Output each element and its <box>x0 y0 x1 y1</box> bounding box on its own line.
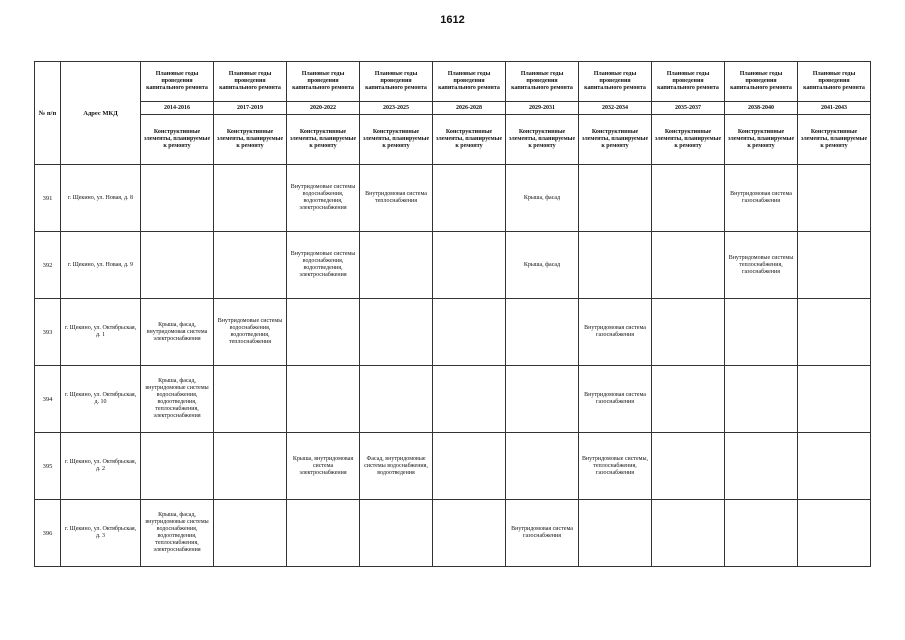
repair-elements-cell <box>360 232 433 299</box>
repair-elements-cell <box>725 299 798 366</box>
period-plan-header: Плановые годы проведения капитального ремонта <box>725 62 798 102</box>
repair-elements-cell: Внутридомовая система теплоснабжения <box>360 165 433 232</box>
period-plan-header: Плановые годы проведения капитального ремонта <box>287 62 360 102</box>
repair-elements-cell <box>725 433 798 500</box>
repair-elements-cell <box>287 500 360 567</box>
period-plan-header: Плановые годы проведения капитального ремонта <box>141 62 214 102</box>
period-elements-header: Конструктивные элементы, планируемые к ремонту <box>579 115 652 165</box>
period-years-header: 2017-2019 <box>214 102 287 115</box>
repair-elements-cell: Внутридомовые системы водоснабжения, водоотведения, теплоснабжения <box>214 299 287 366</box>
period-plan-header: Плановые годы проведения капитального ремонта <box>798 62 871 102</box>
repair-elements-cell <box>798 433 871 500</box>
repair-elements-cell <box>433 500 506 567</box>
row-address: г. Щекино, ул. Новая, д. 9 <box>61 232 141 299</box>
repair-elements-cell <box>433 366 506 433</box>
table-row <box>35 500 871 567</box>
period-elements-header: Конструктивные элементы, планируемые к ремонту <box>652 115 725 165</box>
period-years-header: 2029-2031 <box>506 102 579 115</box>
repair-elements-cell: Крыша, фасад, внутридомовые системы водоснабжения, водоотведения, теплоснабжения, электроснабжения <box>141 500 214 567</box>
row-number: 392 <box>35 232 61 299</box>
repair-elements-cell <box>360 366 433 433</box>
repair-elements-cell <box>506 299 579 366</box>
repair-elements-cell: Внутридомовые системы водоснабжения, водоотведения, электроснабжения <box>287 165 360 232</box>
repair-elements-cell <box>433 433 506 500</box>
period-years-header: 2020-2022 <box>287 102 360 115</box>
repair-elements-cell <box>433 232 506 299</box>
repair-elements-cell <box>652 366 725 433</box>
row-number: 393 <box>35 299 61 366</box>
repair-elements-cell <box>652 232 725 299</box>
repair-elements-cell: Внутридомовая система газоснабжения <box>579 366 652 433</box>
table-row <box>35 299 871 366</box>
repair-elements-cell <box>214 165 287 232</box>
repair-elements-cell: Крыша, внутридомовая система электроснабжения <box>287 433 360 500</box>
period-plan-header: Плановые годы проведения капитального ремонта <box>214 62 287 102</box>
period-plan-header: Плановые годы проведения капитального ремонта <box>506 62 579 102</box>
row-address: г. Щекино, ул. Октябрьская, д. 10 <box>61 366 141 433</box>
period-years-header: 2026-2028 <box>433 102 506 115</box>
repair-elements-cell <box>360 500 433 567</box>
row-number: 396 <box>35 500 61 567</box>
repair-elements-cell <box>214 366 287 433</box>
repair-elements-cell <box>214 433 287 500</box>
page-number: 1612 <box>440 14 465 26</box>
repair-elements-cell <box>652 299 725 366</box>
period-years-header: 2038-2040 <box>725 102 798 115</box>
row-address: г. Щекино, ул. Новая, д. 8 <box>61 165 141 232</box>
row-address: г. Щекино, ул. Октябрьская, д. 2 <box>61 433 141 500</box>
repair-elements-cell <box>798 366 871 433</box>
repair-elements-cell: Внутридомовые системы, теплоснабжения, газоснабжения <box>579 433 652 500</box>
period-elements-header: Конструктивные элементы, планируемые к ремонту <box>798 115 871 165</box>
repair-elements-cell <box>725 366 798 433</box>
repair-elements-cell <box>579 165 652 232</box>
repair-elements-cell <box>652 433 725 500</box>
period-elements-header: Конструктивные элементы, планируемые к ремонту <box>433 115 506 165</box>
repair-elements-cell <box>360 299 433 366</box>
row-number: 394 <box>35 366 61 433</box>
repair-elements-cell <box>579 232 652 299</box>
row-address: г. Щекино, ул. Октябрьская, д. 3 <box>61 500 141 567</box>
period-elements-header: Конструктивные элементы, планируемые к ремонту <box>287 115 360 165</box>
repair-elements-cell: Фасад, внутридомовые системы водоснабжения, водоотведения <box>360 433 433 500</box>
repair-elements-cell <box>798 299 871 366</box>
table-row <box>35 366 871 433</box>
period-years-header: 2032-2034 <box>579 102 652 115</box>
period-elements-header: Конструктивные элементы, планируемые к ремонту <box>214 115 287 165</box>
repair-elements-cell <box>725 500 798 567</box>
repair-elements-cell: Внутридомовая система газоснабжения <box>506 500 579 567</box>
table-row <box>35 165 871 232</box>
repair-elements-cell: Внутридомовая система газоснабжения <box>579 299 652 366</box>
repair-elements-cell <box>798 165 871 232</box>
repair-elements-cell <box>141 433 214 500</box>
column-header-address: Адрес МКД <box>61 62 141 165</box>
repair-elements-cell <box>141 232 214 299</box>
period-plan-header: Плановые годы проведения капитального ремонта <box>433 62 506 102</box>
repair-elements-cell <box>433 165 506 232</box>
period-elements-header: Конструктивные элементы, планируемые к ремонту <box>141 115 214 165</box>
repair-elements-cell: Внутридомовые системы водоснабжения, водоотведения, электроснабжения <box>287 232 360 299</box>
repair-elements-cell <box>287 366 360 433</box>
repair-elements-cell <box>798 500 871 567</box>
repair-elements-cell <box>214 500 287 567</box>
period-years-header: 2041-2043 <box>798 102 871 115</box>
repair-elements-cell <box>433 299 506 366</box>
table-row <box>35 232 871 299</box>
period-elements-header: Конструктивные элементы, планируемые к ремонту <box>725 115 798 165</box>
row-address: г. Щекино, ул. Октябрьская, д. 1 <box>61 299 141 366</box>
period-years-header: 2014-2016 <box>141 102 214 115</box>
repair-elements-cell <box>214 232 287 299</box>
repair-elements-cell: Крыша, фасад <box>506 232 579 299</box>
repair-elements-cell: Крыша, фасад, внутридомовые системы водоснабжения, водоотведения, теплоснабжения, электроснабжения <box>141 366 214 433</box>
repair-elements-cell <box>798 232 871 299</box>
repair-elements-cell <box>652 500 725 567</box>
repair-elements-cell <box>579 500 652 567</box>
period-years-header: 2023-2025 <box>360 102 433 115</box>
capital-repair-table <box>34 61 871 567</box>
period-years-header: 2035-2037 <box>652 102 725 115</box>
repair-elements-cell: Внутридомовая система газоснабжения <box>725 165 798 232</box>
repair-elements-cell <box>506 366 579 433</box>
repair-elements-cell <box>287 299 360 366</box>
repair-elements-cell <box>652 165 725 232</box>
repair-elements-cell: Крыша, фасад <box>506 165 579 232</box>
repair-elements-cell <box>141 165 214 232</box>
row-number: 391 <box>35 165 61 232</box>
period-plan-header: Плановые годы проведения капитального ремонта <box>652 62 725 102</box>
row-number: 395 <box>35 433 61 500</box>
table-row <box>35 433 871 500</box>
period-plan-header: Плановые годы проведения капитального ремонта <box>579 62 652 102</box>
column-header-num: № п/п <box>35 62 61 165</box>
repair-elements-cell: Крыша, фасад, внутридомовая система электроснабжения <box>141 299 214 366</box>
period-elements-header: Конструктивные элементы, планируемые к ремонту <box>360 115 433 165</box>
period-plan-header: Плановые годы проведения капитального ремонта <box>360 62 433 102</box>
repair-elements-cell: Внутридомовые системы теплоснабжения, газоснабжения <box>725 232 798 299</box>
period-elements-header: Конструктивные элементы, планируемые к ремонту <box>506 115 579 165</box>
repair-elements-cell <box>506 433 579 500</box>
